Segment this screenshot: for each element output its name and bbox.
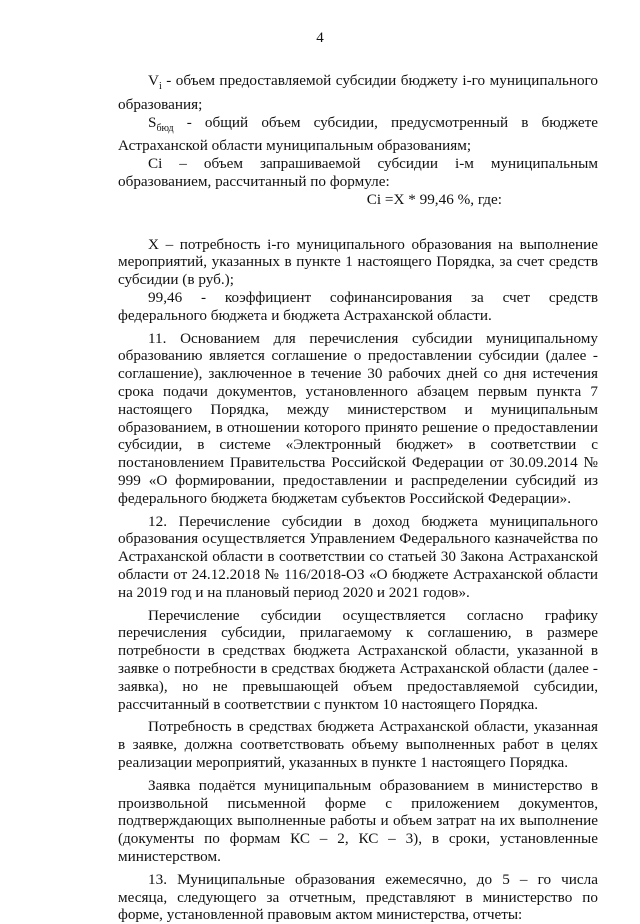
document-body bbox=[118, 72, 598, 924]
symbol-v: V bbox=[148, 72, 159, 89]
paragraph-need-in-funds: Потребность в средствах бюджета Астраханской области, указанная в заявке, должна соответствовать объему выполненных работ в целях реализации мероприятий, указанных в пункте 1 настоящего Порядка. bbox=[118, 718, 598, 771]
paragraph-transfer-schedule: Перечисление субсидии осуществляется согласно графику перечисления субсидии, прилагаемому к соглашению, в размере потребности в средствах бюджета Астраханской области, указанной в заявке о потребности в средствах бюджета Астраханской области (далее - заявка), но не превышающей объем предоставляемой субсидии, рассчитанный в соответствии с пунктом 10 настоящего Порядка. bbox=[118, 606, 598, 713]
clause-12: 12. Перечисление субсидии в доход бюджета муниципального образования осуществляется Управлением Федерального казначейства по Астраханской области в соответствии со статьей 30 Закона Астраханской области от 24.12.2018 № 116/2018-ОЗ «О бюджете Астраханской области на 2019 год и на плановый период 2020 и 2021 годов». bbox=[118, 512, 598, 601]
formula: Ci =X * 99,46 %, где: bbox=[366, 190, 502, 208]
symbol-s: S bbox=[148, 113, 157, 131]
definition-x: X – потребность i-го муниципального образования на выполнение мероприятий, указанных в пункте 1 настоящего Порядка, за счет средств субсидии (в руб.); bbox=[118, 235, 598, 289]
definition-vi bbox=[118, 72, 598, 114]
page-number: 4 bbox=[316, 30, 324, 46]
clause-11: 11. Основанием для перечисления субсидии муниципальному образованию является соглашение о предоставлении субсидии (далее - соглашение), заключенное в течение 30 рабочих дней со дня истечения срока подачи документов, установленного абзацем первым пункта 7 настоящего Порядка, между министерством и муниципальным образованием, в отношении которого принято решение о предоставлении субсидии, в системе «Электронный бюджет» в соответствии с постановлением Правительства Российской Федерации от 30.09.2014 № 999 «О формировании, предоставлении и распределении субсидий из федерального бюджета бюджетам субъектов Российской Федерации». bbox=[118, 329, 598, 507]
definition-vi-text: - объем предоставляемой субсидии бюджету i-го муниципального образования; bbox=[118, 72, 598, 113]
definition-sbud bbox=[118, 114, 598, 156]
definition-ci: Ci – объем запрашиваемой субсидии i-м муниципальным образованием, рассчитанный по формуле: bbox=[118, 155, 598, 191]
paragraph-application: Заявка подаётся муниципальным образованием в министерство в произвольной письменной форме с приложением документов, подтверждающих выполненные работы и объем затрат на их выполнение (документы по формам КС – 2, КС – 3), в сроки, установленные министерством. bbox=[118, 776, 598, 865]
symbol-s-subscript: бюд bbox=[156, 122, 174, 134]
symbol-v-subscript: i bbox=[158, 81, 162, 93]
definition-coefficient: 99,46 - коэффициент софинансирования за счет средств федерального бюджета и бюджета Астраханской области. bbox=[118, 289, 598, 324]
clause-13: 13. Муниципальные образования ежемесячно, до 5 – го числа месяца, следующего за отчетным, представляют в министерство по форме, установленной правовым актом министерства, отчеты: bbox=[118, 870, 598, 924]
definition-sbud-text: - общий объем субсидии, предусмотренный в бюджете Астраханской области муниципальным образованиям; bbox=[118, 113, 598, 155]
